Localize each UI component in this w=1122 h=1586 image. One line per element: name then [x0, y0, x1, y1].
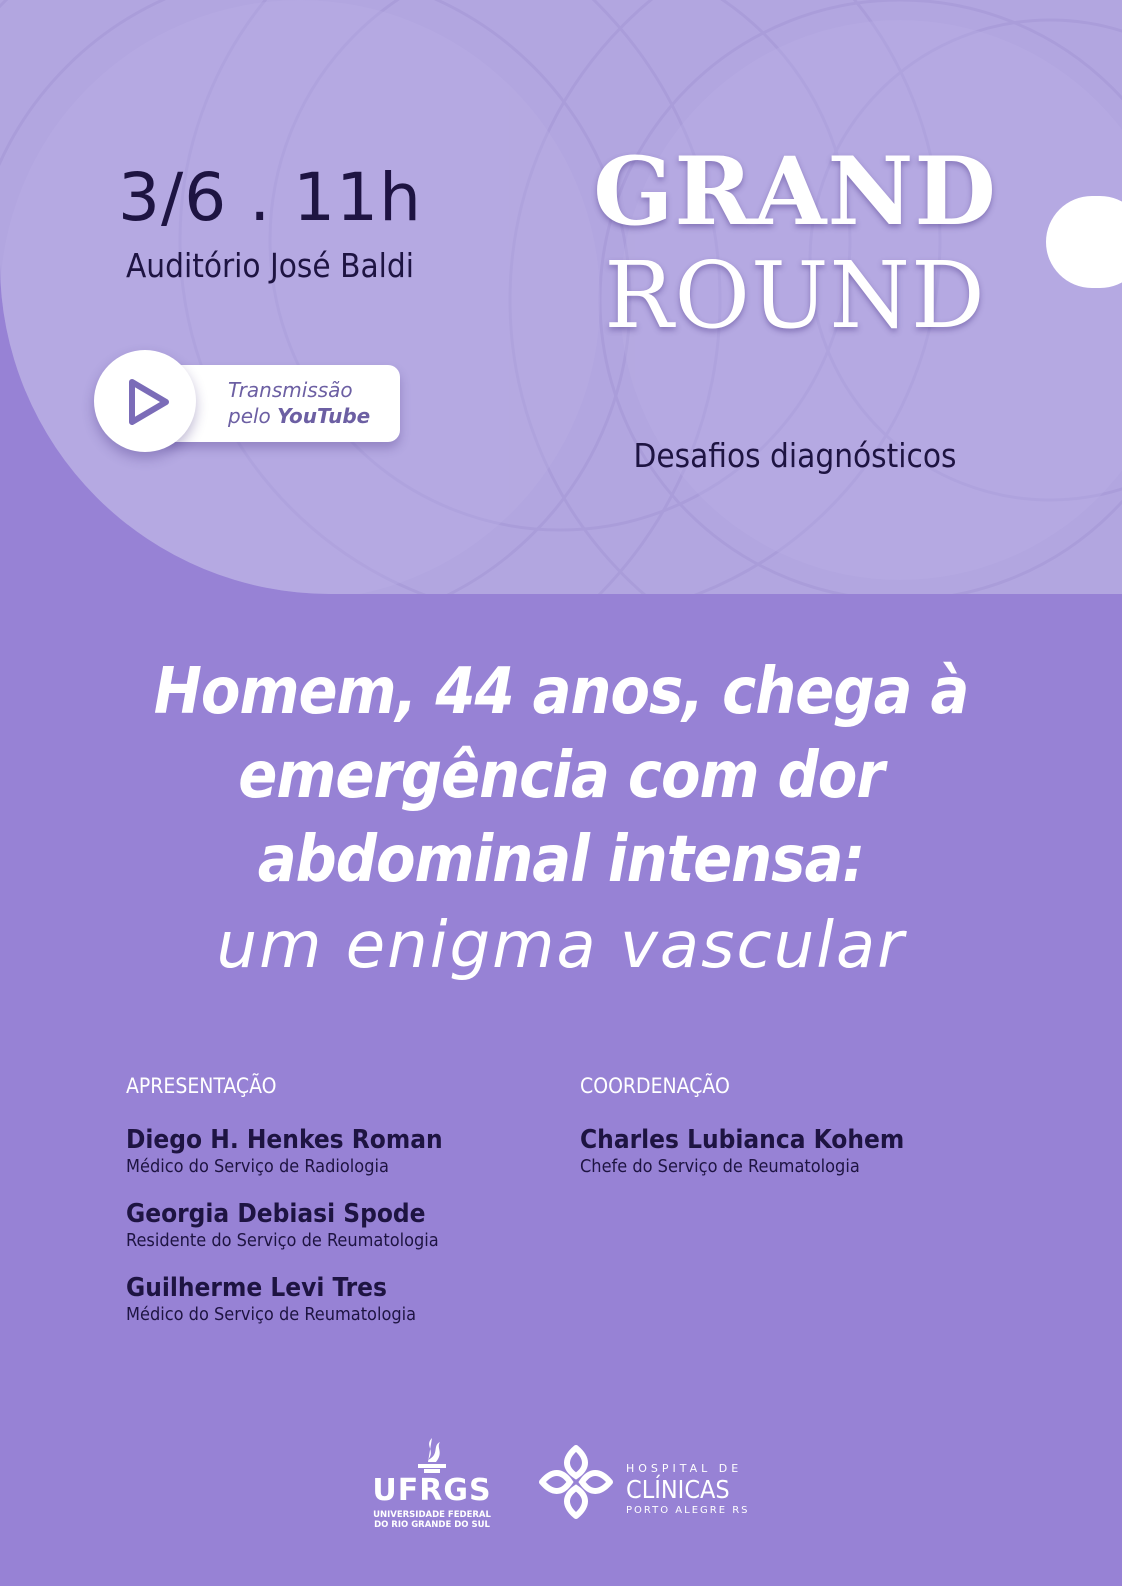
hcpa-line-3: PORTO ALEGRE RS: [626, 1505, 750, 1516]
ufrgs-wordmark: UFRGS: [372, 1473, 492, 1508]
title-line-1: GRAND: [593, 137, 997, 247]
presenter-name: Georgia Debiasi Spode: [126, 1199, 426, 1229]
hcpa-line-1: HOSPITAL DE: [626, 1462, 743, 1475]
coordinator: [580, 1124, 1040, 1178]
case-line-2: emergência com dor: [238, 739, 884, 813]
presenter: [126, 1198, 566, 1252]
title-line-2: ROUND: [604, 242, 986, 349]
presenter-role: Médico do Serviço de Radiologia: [126, 1156, 389, 1177]
presenter-role: Médico do Serviço de Reumatologia: [126, 1304, 417, 1325]
presenter: [126, 1272, 566, 1326]
play-icon: [122, 376, 174, 428]
case-subtitle: um enigma vascular: [216, 909, 906, 983]
ufrgs-line-1: UNIVERSIDADE FEDERAL: [373, 1510, 491, 1520]
youtube-stream-text: [228, 377, 398, 429]
presenter-name: Diego H. Henkes Roman: [126, 1125, 443, 1155]
coordinator-role: Chefe do Serviço de Reumatologia: [580, 1156, 860, 1177]
hcpa-text: [626, 1462, 766, 1518]
event-date-time: 3/6 . 11h: [118, 159, 422, 236]
stream-line-2: [228, 403, 398, 429]
event-series: Desafios diagnósticos: [633, 436, 957, 475]
case-line-1: Homem, 44 anos, chega à: [153, 655, 969, 729]
presenter-role: Residente do Serviço de Reumatologia: [126, 1230, 439, 1251]
play-button[interactable]: [94, 350, 196, 452]
youtube-stream-badge[interactable]: [160, 365, 400, 442]
event-venue: Auditório José Baldi: [125, 246, 415, 285]
coordinator-name: Charles Lubianca Kohem: [580, 1125, 905, 1155]
stream-line-2-prefix: pelo: [228, 404, 278, 428]
stream-line-1: Transmissão: [228, 378, 353, 402]
hcpa-line-2: CLÍNICAS: [626, 1475, 730, 1504]
ufrgs-subtitle: [370, 1510, 494, 1530]
coordination-section: [580, 1072, 1040, 1198]
ufrgs-torch-icon: [370, 1436, 494, 1476]
case-headline: [60, 650, 1062, 990]
presentation-heading: APRESENTAÇÃO: [126, 1074, 277, 1098]
coordination-heading: COORDENAÇÃO: [580, 1074, 730, 1098]
presenter: [126, 1124, 566, 1178]
hcpa-emblem-icon: [536, 1442, 616, 1522]
event-title: [560, 137, 1030, 349]
presentation-section: [126, 1072, 566, 1346]
ufrgs-line-2: DO RIO GRANDE DO SUL: [374, 1520, 490, 1530]
presenter-name: Guilherme Levi Tres: [126, 1273, 387, 1303]
youtube-brand: YouTube: [277, 404, 371, 428]
hcpa-logo: [536, 1442, 756, 1522]
case-line-3: abdominal intensa:: [257, 823, 865, 897]
ufrgs-logo: [370, 1436, 494, 1536]
